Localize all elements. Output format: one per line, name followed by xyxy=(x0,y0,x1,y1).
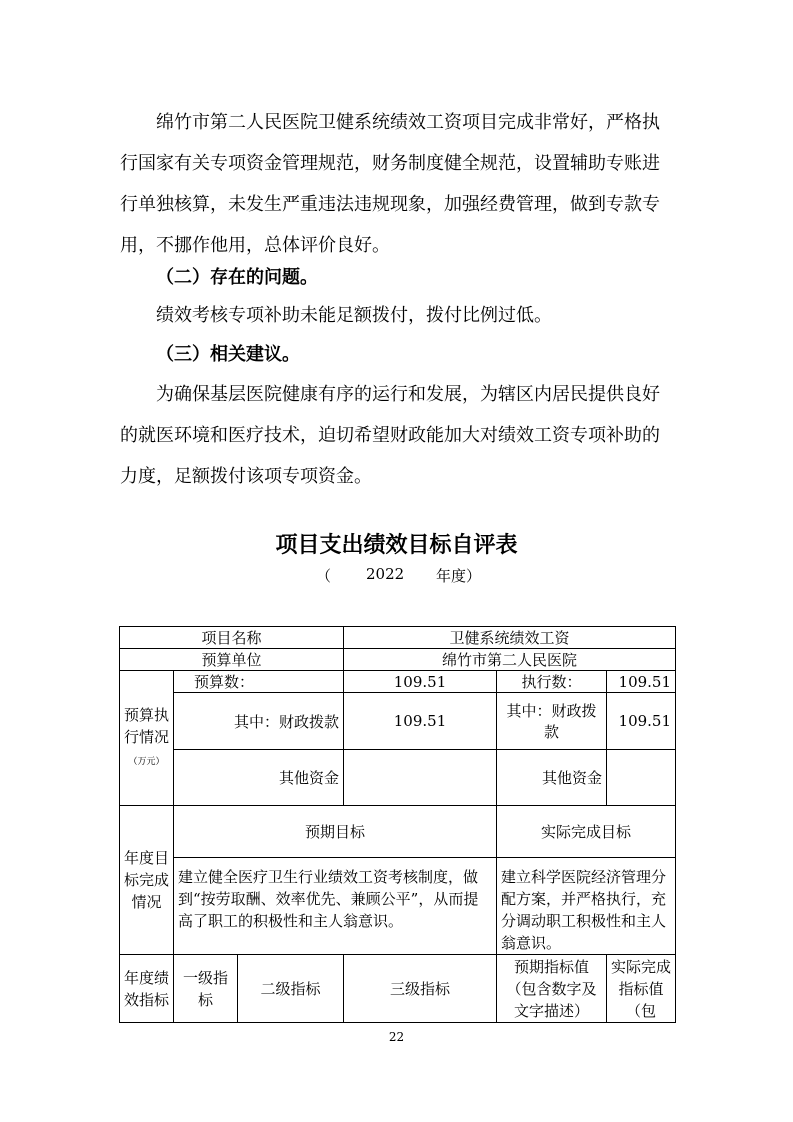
row-goals-header xyxy=(120,806,676,858)
exec-total-label: 执行数： xyxy=(497,671,607,693)
paragraph-suggestions: 为确保基层医院健康有序的运行和发展，为辖区内居民提供良好的就医环境和医疗技术，迫切希望财政能加大对绩效工资专项补助的力度，足额拨付该项专项资金。 xyxy=(120,384,660,487)
row-other-funds xyxy=(120,750,676,806)
row-budget-total xyxy=(120,671,676,693)
year-value: 2022 xyxy=(366,565,405,583)
fiscal-exec-value: 109.51 xyxy=(607,693,676,750)
expected-goal-text: 建立健全医疗卫生行业绩效工资考核制度，做到“按劳取酬、效率优先、兼顾公平”，从而提高了职工的积极性和主人翁意识。 xyxy=(174,858,497,955)
paragraph-problems: 绩效考核专项补助未能足额拨付，拨付比例过低。 xyxy=(156,305,552,326)
other-funds-label: 其他资金 xyxy=(174,750,344,806)
paragraph-summary: 绵竹市第二人民医院卫健系统绩效工资项目完成非常好，严格执行国家有关专项资金管理规范，财务制度健全规范，设置辅助专账进行单独核算，未发生严重违法违规现象，加强经费管理，做到专款专用，不挪作他用，总体评价良好。 xyxy=(120,112,660,256)
project-name-label: 项目名称 xyxy=(120,627,344,649)
budget-total-value: 109.51 xyxy=(344,671,497,693)
performance-table xyxy=(119,626,676,1023)
actual-value-header: 实际完成指标值（包 xyxy=(607,955,676,1023)
fiscal-exec-label: 其中：财政拨款 xyxy=(497,693,607,750)
other-funds-budget-value xyxy=(344,750,497,806)
expected-goal-header: 预期目标 xyxy=(174,806,497,858)
row-budget-unit xyxy=(120,649,676,671)
section-heading-problems: （二）存在的问题。 xyxy=(156,267,318,288)
budget-total-label: 预算数： xyxy=(174,671,344,693)
row-fiscal-allocation xyxy=(120,693,676,750)
level2-indicator-header: 二级指标 xyxy=(238,955,344,1023)
fiscal-label: 其中：财政拨款 xyxy=(174,693,344,750)
section-heading-suggestions: （三）相关建议。 xyxy=(156,344,300,365)
actual-goal-header: 实际完成目标 xyxy=(497,806,676,858)
row-project-name xyxy=(120,627,676,649)
row-indicators-header xyxy=(120,955,676,1023)
actual-goal-text: 建立科学医院经济管理分配方案，并严格执行，充分调动职工积极性和主人翁意识。 xyxy=(497,858,676,955)
indicators-side-label: 年度绩效指标 xyxy=(120,955,174,1023)
goals-side-label: 年度目标完成情况 xyxy=(120,806,174,955)
budget-exec-unit: （万元） xyxy=(128,756,165,767)
year-open-paren: （ xyxy=(316,567,332,585)
fiscal-budget-value: 109.51 xyxy=(344,693,497,750)
expected-value-header: 预期指标值（包含数字及文字描述） xyxy=(497,955,607,1023)
project-name-value: 卫健系统绩效工资 xyxy=(344,627,676,649)
page-number: 22 xyxy=(388,1030,405,1044)
row-goals-content xyxy=(120,858,676,955)
table-title: 项目支出绩效目标自评表 xyxy=(275,533,518,558)
exec-total-value: 109.51 xyxy=(607,671,676,693)
budget-exec-side-text: 预算执行情况 xyxy=(124,705,170,746)
other-funds-exec-label: 其他资金 xyxy=(497,750,607,806)
other-funds-exec-value xyxy=(607,750,676,806)
level1-indicator-header: 一级指标 xyxy=(174,955,238,1023)
budget-unit-label: 预算单位 xyxy=(120,649,344,671)
year-label: 年度） xyxy=(436,567,482,585)
budget-unit-value: 绵竹市第二人民医院 xyxy=(344,649,676,671)
level3-indicator-header: 三级指标 xyxy=(344,955,497,1023)
budget-exec-side-label xyxy=(120,671,174,806)
